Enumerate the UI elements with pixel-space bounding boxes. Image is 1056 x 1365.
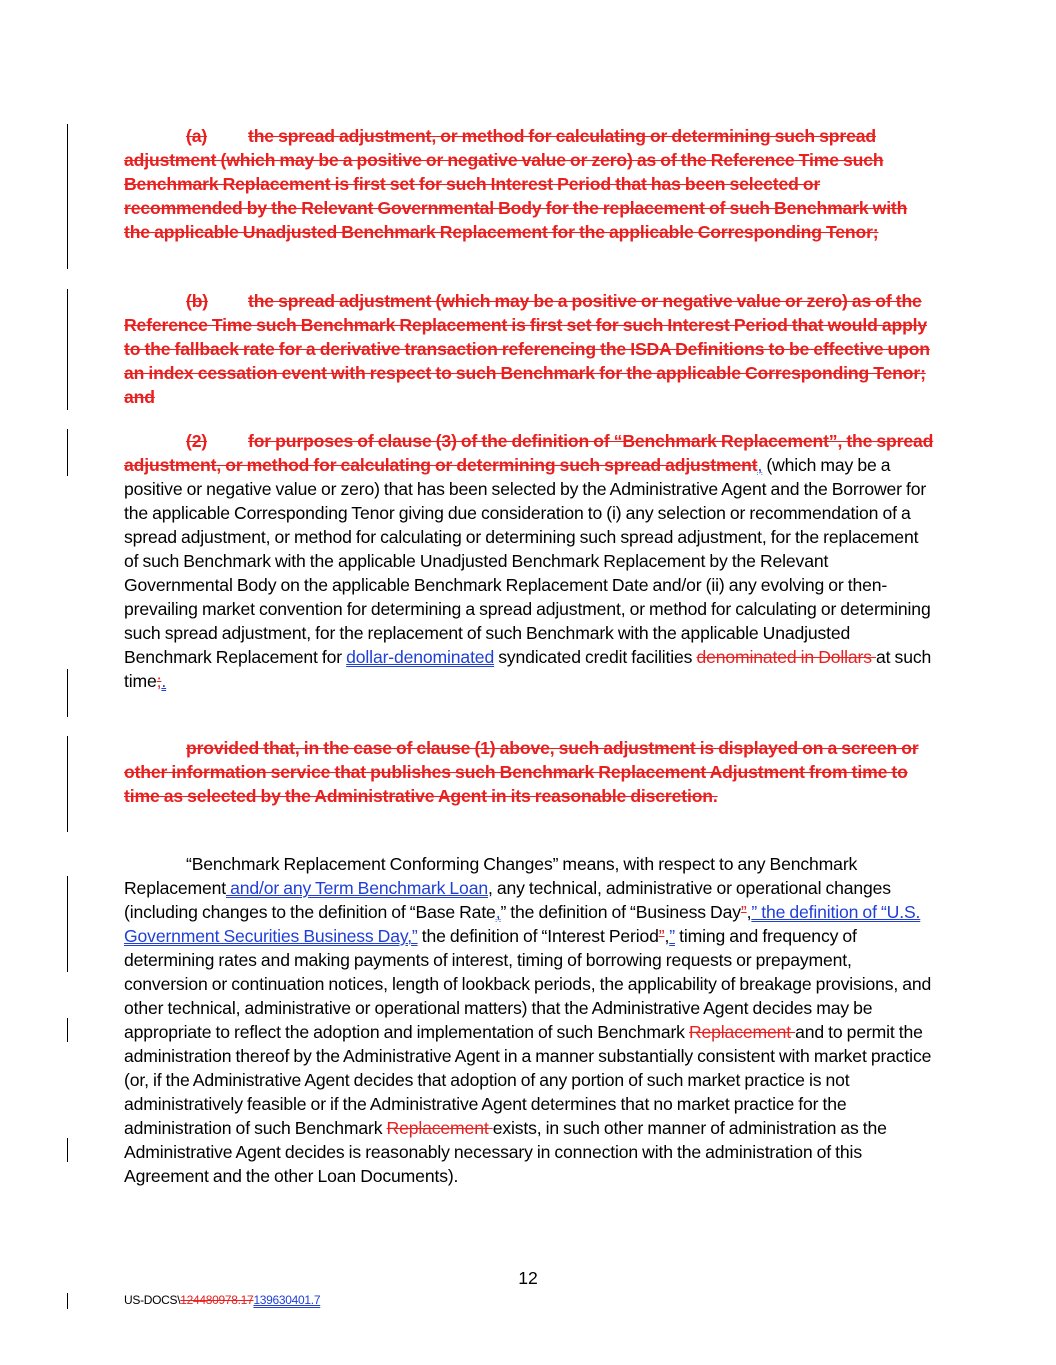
deleted-denominated-in-dollars: denominated in Dollars [696, 647, 877, 667]
footer-prefix: US-DOCS\ [124, 1293, 181, 1307]
change-bar [67, 1293, 68, 1309]
conforming-text-1: “Benchmark Replacement Conforming Changes” means, with respect to any Benchmark Replacement [124, 854, 858, 898]
deleted-semicolon: ; [156, 671, 162, 691]
clause-2-mid: syndicated credit facilities [498, 647, 693, 667]
conforming-text-6: , [664, 926, 670, 946]
change-bar [67, 1018, 68, 1042]
conforming-text-9: exists, in such other manner of administration as the Administrative Agent decides is reasonably necessary in connection with the administration of this Agreement and the other Loan Documents). [124, 1118, 887, 1186]
change-bar [67, 1138, 68, 1162]
conforming-text-2: , any technical, administrative or operational changes (including changes to the definition of “Base Rate [124, 878, 891, 922]
clause-2-end: at such time [124, 647, 932, 691]
conforming-text-5: the definition of “Interest Period [417, 926, 659, 946]
inserted-term-benchmark-loan: and/or any Term Benchmark Loan [226, 878, 488, 898]
change-bar [67, 669, 68, 717]
change-bar [67, 289, 68, 410]
inserted-comma: , [757, 455, 763, 475]
clause-2-marker: (2) [186, 431, 208, 451]
footer-inserted-id: 139630401.7 [253, 1293, 321, 1307]
proviso-text: provided that, in the case of clause (1) above, such adjustment is displayed on a screen or other information service that publishes such Benchmark Replacement Adjustment from time to time as selected by the Administrative Agent in its reasonable discretion. [124, 738, 919, 806]
conforming-text-8: and to permit the administration thereof by the Administrative Agent in a manner substantially consistent with market practice (or, if the Administrative Agent decides that adoption of any portion of such market practice is not administratively feasible or if the Administrative Agent determines that no market practice for the administration of such Benchmark [124, 1022, 932, 1138]
clause-2-body: (which may be a positive or negative value or zero) that has been selected by the Administrative Agent and the Borrower for the applicable Corresponding Tenor giving due consideration to (i) any selection or recommendation of a spread adjustment, or method for calculating or determining such spread adjustment, for the replacement of such Benchmark with the applicable Unadjusted Benchmark Replacement by the Relevant Governmental Body on the applicable Benchmark Replacement Date and/or (ii) any evolving or then-prevailing market convention for determining a spread adjustment, or method for calculating or determining such spread adjustment, for the replacement of such Benchmark with the applicable Unadjusted Benchmark Replacement for [124, 455, 931, 667]
deleted-replacement: Replacement [688, 1022, 796, 1042]
conforming-text-7: timing and frequency of determining rates and making payments of interest, timing of borrowing requests or prepayment, conversion or continuation notices, length of lookback periods, the applicability of breakage provisions, and other technical, administrative or operational matters) that the Administrative Agent decides may be appropriate to reflect the adoption and implementation of such Benchmark [124, 926, 932, 1042]
definition-conforming-changes [124, 852, 936, 1188]
inserted-us-gov-securities-definition: ” the definition of “U.S. Government Securities Business Day,” [124, 902, 921, 946]
clause-b-marker: (b) [186, 291, 209, 311]
change-bar [67, 876, 68, 972]
clause-b [124, 289, 936, 409]
change-bar [67, 736, 68, 832]
clause-a-text: the spread adjustment, or method for calculating or determining such spread adjustment (which may be a positive or negative value or zero) as of the Reference Time such Benchmark Replacement is first set for such Interest Period that has been selected or recommended by the Relevant Governmental Body for the replacement of such Benchmark with the applicable Unadjusted Benchmark Replacement for the applicable Corresponding Tenor; [124, 126, 908, 242]
clause-b-text: the spread adjustment (which may be a positive or negative value or zero) as of the Reference Time such Benchmark Replacement is first set for such Interest Period that would apply to the fallback rate for a derivative transaction referencing the ISDA Definitions to be effective upon an index cessation event with respect to such Benchmark for the applicable Corresponding Tenor; and [124, 291, 930, 407]
clause-a [124, 124, 936, 244]
clause-a-marker: (a) [186, 126, 208, 146]
inserted-dollar-denominated: dollar-denominated [346, 647, 495, 667]
deleted-quote: ” [658, 926, 665, 946]
inserted-comma: , [495, 902, 501, 922]
change-bar [67, 124, 68, 269]
clause-2-deleted-text: for purposes of clause (3) of the definition of “Benchmark Replacement”, the spread adjustment, or method for calculating or determining such spread adjustment [124, 431, 934, 475]
conforming-text-3: ” the definition of “Business Day [500, 902, 741, 922]
page-number: 12 [518, 1268, 538, 1288]
inserted-period: . [161, 671, 167, 691]
deleted-replacement: Replacement [386, 1118, 493, 1138]
inserted-quote: ” [669, 926, 675, 946]
conforming-text-4: , [746, 902, 752, 922]
document-footer-id [124, 1293, 320, 1307]
clause-2 [124, 429, 936, 693]
proviso [124, 736, 936, 808]
deleted-quote: ” [740, 902, 747, 922]
change-bar [67, 429, 68, 476]
footer-deleted-id: 124480978.17 [180, 1293, 254, 1307]
